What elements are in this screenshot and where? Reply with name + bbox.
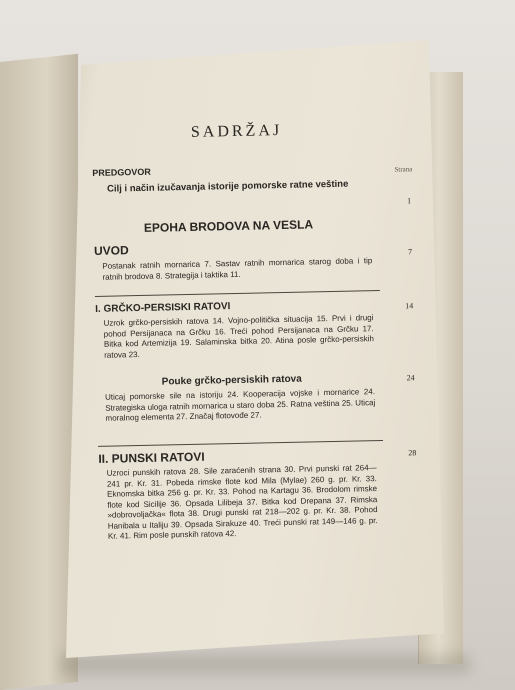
toc-punski-heading: II. PUNSKI RATOVI bbox=[98, 449, 205, 466]
toc-grcko-heading: I. GRČKO-PERSISKI RATOVI bbox=[95, 301, 231, 315]
toc-punski-body: Uzroci punskih ratova 28. Sile zaraćenih strana 30. Prvi punski rat 264—241 pr. Kr. 31. Pobeda rimske flote kod Mila (Mylae) 260 g. pr. Kr. 33. Eknomska bitka 256 g. pr. Kr. 33. Pohod na Kartagu 36. Brodolom rimske flote kod Sicilije 36. Opsada Lilibeja 37. Bitka kod Drepana 37. Rimska »dobrovoljačka« flota 38. Drugi punski rat 218—202 g. pr. Kr. 38. Pohod Hanibala u Italiju 39. Opsada Sirakuze 40. Treći punski rat 149—146 g. pr. Kr. 41. Rim posle punskih ratova 42. bbox=[106, 463, 378, 541]
divider bbox=[95, 290, 380, 297]
toc-uvod-heading: UVOD bbox=[93, 243, 129, 258]
toc-grcko-body: Uzrok grčko-persiskih ratova 14. Vojno-politička situacija 15. Prvi i drugi pohod Persijanaca na Grčku 16. Treći pohod Persijanaca na Grčku 17. Bitka kod Artemizija 19. Salaminska bitka 20. Atina posle grčko-persiskih ratova 23. bbox=[103, 313, 374, 360]
table-of-contents bbox=[90, 54, 417, 620]
toc-punski-page: 28 bbox=[408, 448, 417, 458]
toc-cilj bbox=[103, 179, 353, 196]
toc-predgovor: PREDGOVOR bbox=[92, 166, 151, 178]
toc-uvod-body: Postanak ratnih mornarica 7. Sastav ratnih mornarica starog doba i tip ratnih brodova 8. Strategija i taktika 11. bbox=[102, 256, 373, 282]
toc-pouke-page: 24 bbox=[406, 373, 415, 383]
page-column-label: Strana bbox=[394, 165, 413, 174]
toc-grcko-page: 14 bbox=[405, 301, 414, 311]
book-cover-edge bbox=[0, 54, 78, 690]
toc-pouke-heading: Pouke grčko-persiskih ratova bbox=[161, 373, 302, 388]
toc-pouke-body: Uticaj pomorske sile na istoriju 24. Kooperacija vojske i mornarice 24. Strategiska uloga ratnih mornarica u staro doba 25. Ratna veština 25. Uticaj moralnog elementa 27. Značaj flotovođe 27. bbox=[104, 387, 376, 423]
toc-cilj-page: 1 bbox=[406, 196, 412, 206]
toc-cilj-heading: Cilj i način izučavanja istorije pomorske ratne veštine bbox=[106, 178, 349, 195]
page-title: SADRŽAJ bbox=[190, 121, 283, 141]
toc-uvod-page: 7 bbox=[407, 247, 413, 257]
toc-epoha: EPOHA BRODOVA NA VESLA bbox=[143, 217, 314, 235]
book-shadow bbox=[60, 654, 470, 674]
